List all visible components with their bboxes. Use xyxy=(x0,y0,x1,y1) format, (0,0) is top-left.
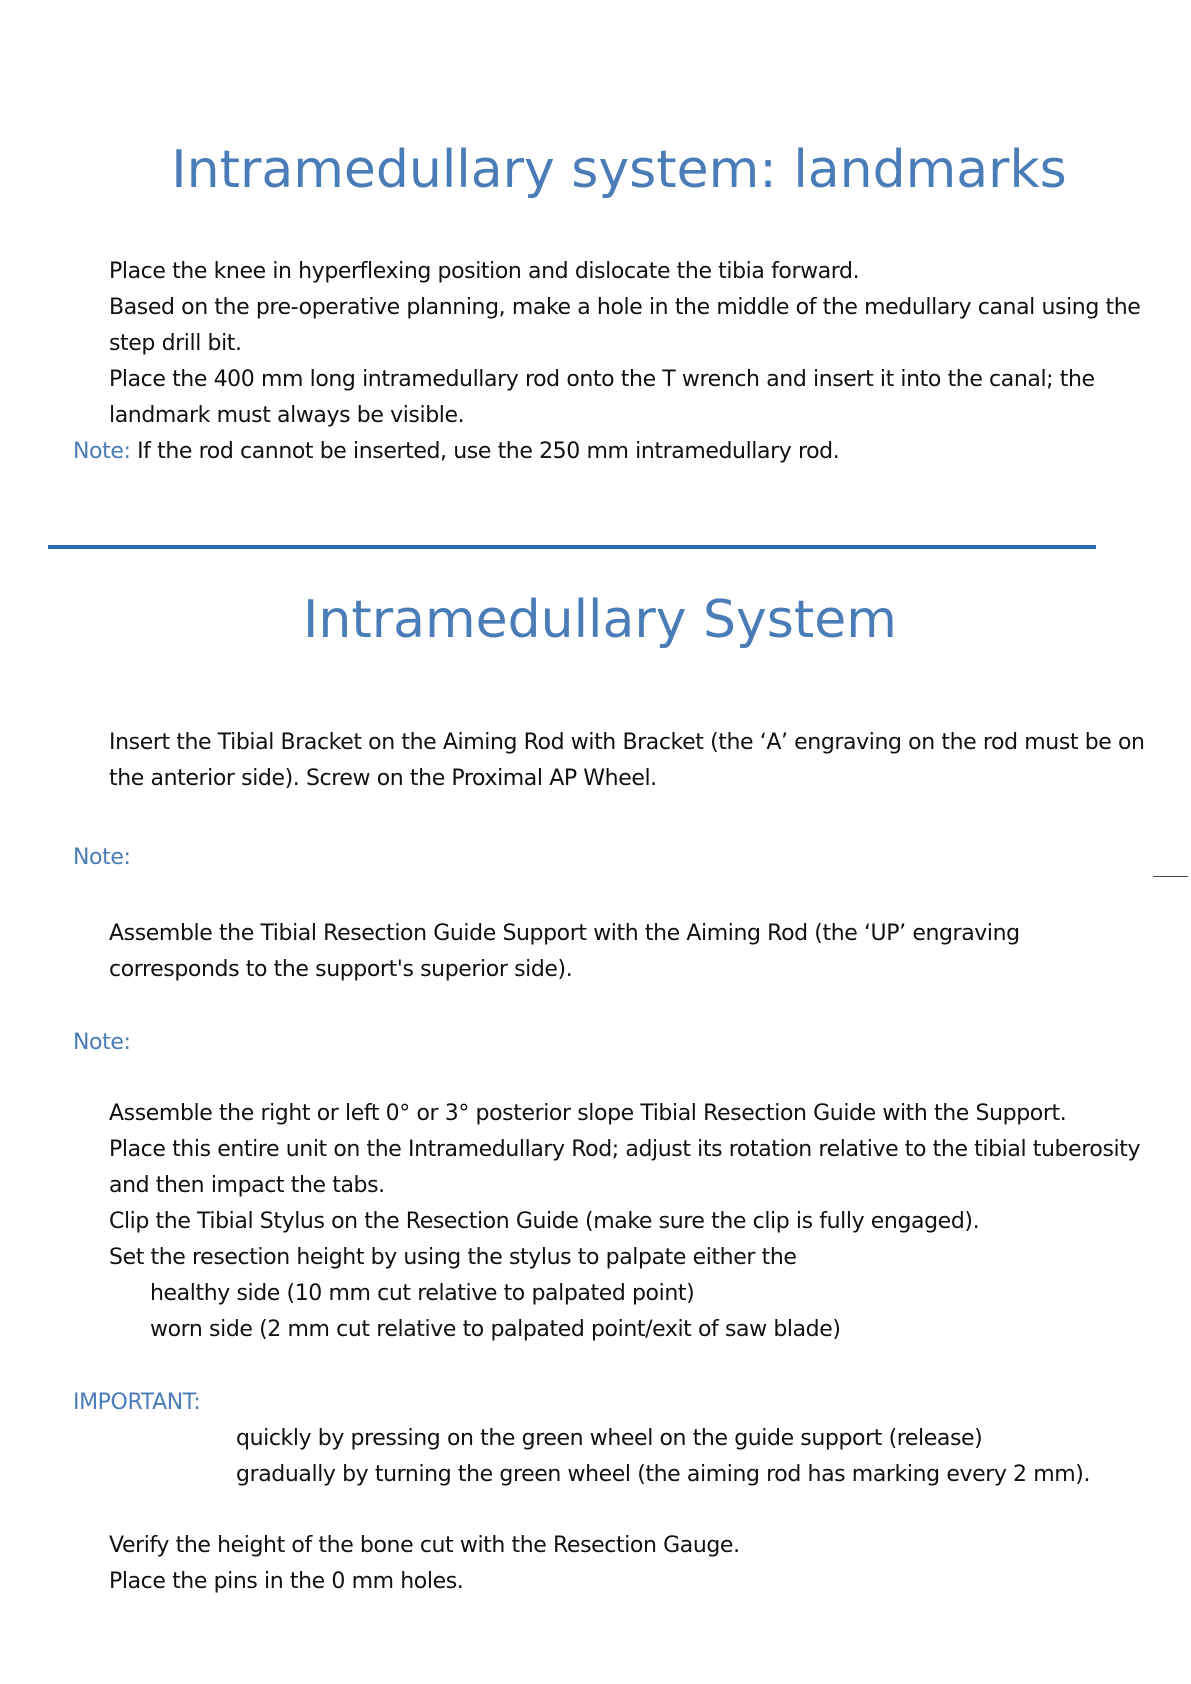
text-line: Place this entire unit on the Intramedullary Rod; adjust its rotation relative to the tibial tuberosity xyxy=(109,1137,1141,1162)
section-title-system: Intramedullary System xyxy=(303,590,897,650)
note-label: Note: xyxy=(73,1030,131,1055)
text-line: Assemble the Tibial Resection Guide Support with the Aiming Rod (the ‘UP’ engraving xyxy=(109,921,1020,946)
text-line: and then impact the tabs. xyxy=(109,1173,385,1198)
note-label: Note: xyxy=(73,439,131,464)
section-title-landmarks: Intramedullary system: landmarks xyxy=(171,140,1067,200)
text-line: Clip the Tibial Stylus on the Resection Guide (make sure the clip is fully engaged). xyxy=(109,1209,980,1234)
important-label: IMPORTANT: xyxy=(73,1390,201,1415)
text-line: landmark must always be visible. xyxy=(109,403,465,428)
text-line: the anterior side). Screw on the Proximal AP Wheel. xyxy=(109,766,657,791)
note-label: Note: xyxy=(73,845,131,870)
text-line: Place the 400 mm long intramedullary rod onto the T wrench and insert it into the canal; the xyxy=(109,367,1095,392)
text-line: Based on the pre-operative planning, make a hole in the middle of the medullary canal using the xyxy=(109,295,1141,320)
note-line xyxy=(73,434,839,470)
margin-mark xyxy=(1153,876,1188,877)
text-line: Verify the height of the bone cut with the Resection Gauge. xyxy=(109,1533,740,1558)
note-text: If the rod cannot be inserted, use the 250 mm intramedullary rod. xyxy=(137,439,840,464)
sub-item: worn side (2 mm cut relative to palpated point/exit of saw blade) xyxy=(150,1317,841,1342)
text-line: Assemble the right or left 0° or 3° posterior slope Tibial Resection Guide with the Support. xyxy=(109,1101,1067,1126)
section-divider xyxy=(48,545,1096,549)
important-item: gradually by turning the green wheel (the aiming rod has marking every 2 mm). xyxy=(236,1462,1091,1487)
text-line: Place the pins in the 0 mm holes. xyxy=(109,1569,464,1594)
text-line: step drill bit. xyxy=(109,331,242,356)
important-item: quickly by pressing on the green wheel on the guide support (release) xyxy=(236,1426,983,1451)
text-line: Place the knee in hyperflexing position and dislocate the tibia forward. xyxy=(109,259,860,284)
sub-item: healthy side (10 mm cut relative to palpated point) xyxy=(150,1281,695,1306)
text-line: corresponds to the support's superior side). xyxy=(109,957,573,982)
text-line: Set the resection height by using the stylus to palpate either the xyxy=(109,1245,797,1270)
text-line: Insert the Tibial Bracket on the Aiming Rod with Bracket (the ‘A’ engraving on the rod must be on xyxy=(109,730,1145,755)
